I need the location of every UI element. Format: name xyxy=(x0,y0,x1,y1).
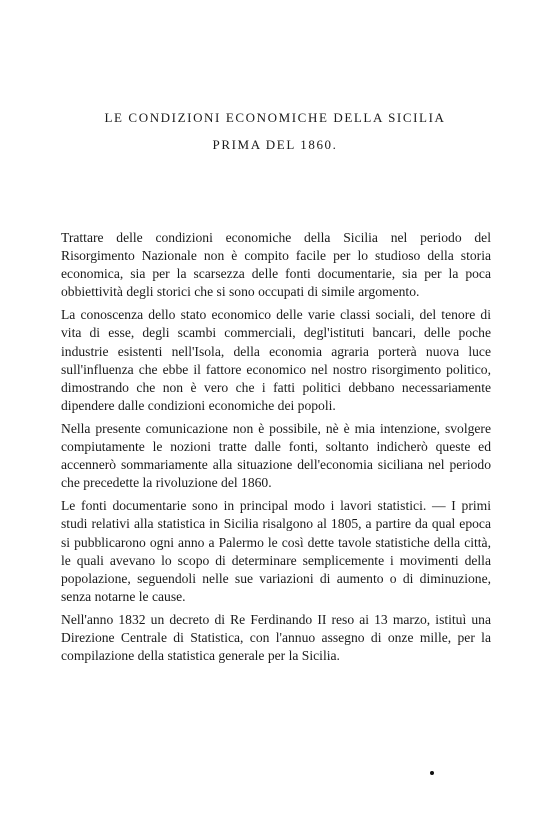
paragraph-text: Nella presente comunicazione non è possibile, nè è mia intenzione, svolgere compiutamente le nozioni tratte dalle fonti, soltanto indicherò queste ed accennerò sommariamente alla situazione dell'economia siciliana nel periodo che precedette la rivoluzione del 1860. xyxy=(61,420,491,491)
paragraph-text: Le fonti documentarie sono in principal modo i lavori statistici. — I primi studi relativi alla statistica in Sicilia risalgono al 1805, a partire da qual epoca si pubblicarono ogni anno a Palermo le così dette tavole statistiche della città, le quali avevano lo scopo di determinare semplicemente i movimenti della popolazione, seguendoli nelle sue variazioni di aumento o di diminuzione, senza notarne le cause. xyxy=(61,498,491,604)
ink-dot xyxy=(430,771,434,775)
document-title: LE CONDIZIONI ECONOMICHE DELLA SICILIA xyxy=(104,110,446,125)
document-body xyxy=(61,229,491,670)
paragraph-1 xyxy=(61,229,491,301)
paragraph-text: La conoscenza dello stato economico delle varie classi sociali, del tenore di vita di esse, degli scambi commerciali, degl'istituti bancari, delle poche industrie esistenti nell'Isola, della economia agraria porterà nuova luce sull'influenza che ebbe il fattore economico nel nostro risorgimento politico, dimostrando che non è vero che i fatti politici debbano necessariamente dipendere dalle condizioni economiche dei popoli. xyxy=(61,307,491,413)
paragraph-3 xyxy=(61,420,491,492)
paragraph-text: Trattare delle condizioni economiche della Sicilia nel periodo del Risorgimento Nazionale non è compito facile per lo studioso della storia economica, sia per la scarsezza delle fonti documentarie, sia per la poca obbiettività degli storici che si sono occupati di simile argomento. xyxy=(61,230,491,300)
document-subtitle: PRIMA DEL 1860. xyxy=(212,137,338,152)
paragraph-text: Nell'anno 1832 un decreto di Re Ferdinando II reso ai 13 marzo, istituì una Direzione Centrale di Statistica, con l'annuo assegno di onze mille, per la compilazione della statistica generale per la Sicilia. xyxy=(61,611,491,664)
paragraph-5 xyxy=(61,611,491,665)
paragraph-2 xyxy=(61,306,491,415)
paragraph-4 xyxy=(61,497,491,606)
